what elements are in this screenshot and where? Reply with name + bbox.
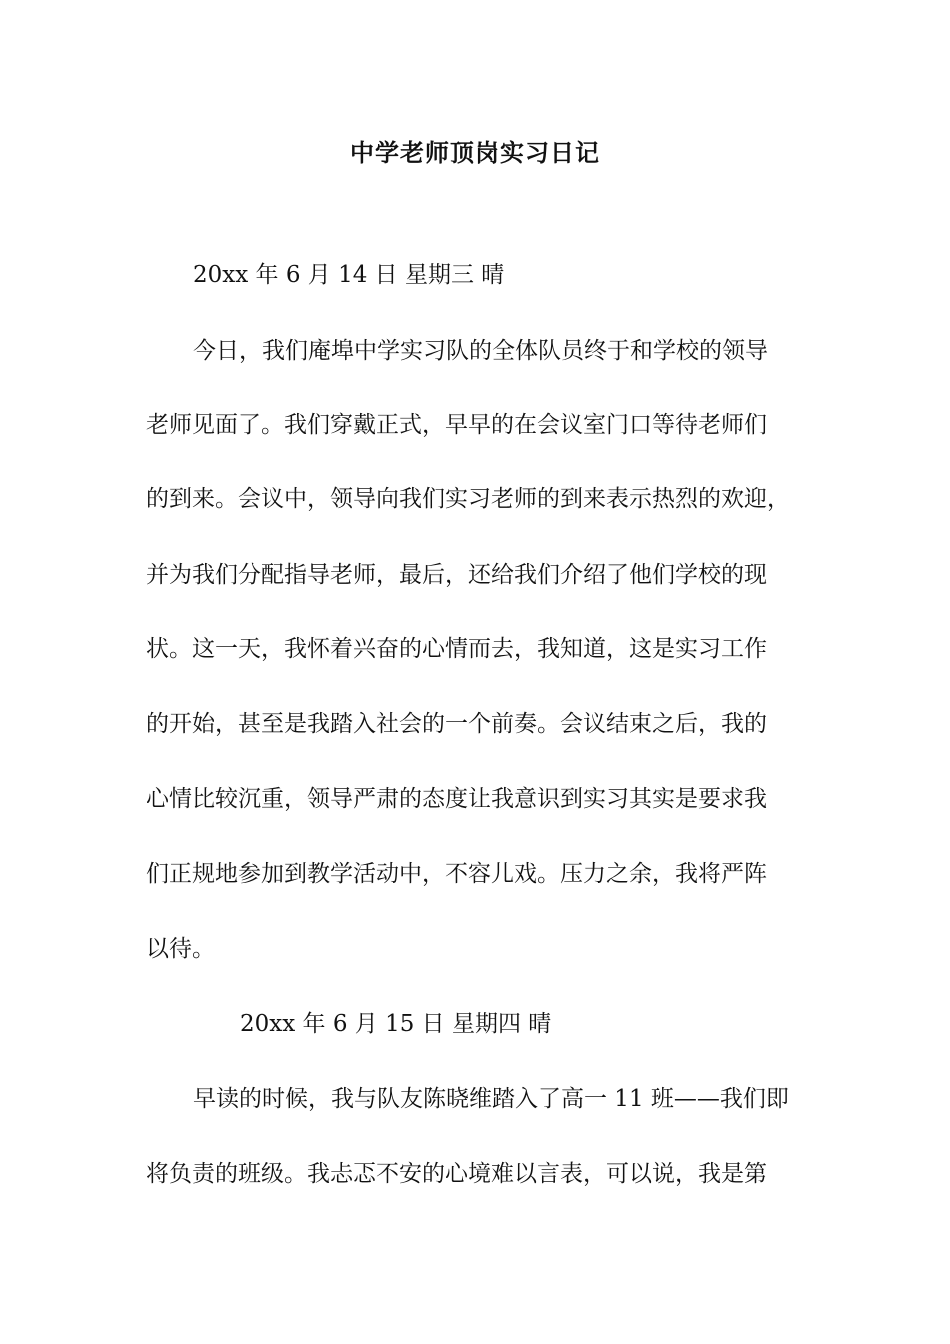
paragraph-line: 的开始，甚至是我踏入社会的一个前奏。会议结束之后，我的 (146, 711, 767, 737)
paragraph-line: 状。这一天，我怀着兴奋的心情而去，我知道，这是实习工作 (146, 636, 767, 662)
paragraph-line: 们正规地参加到教学活动中，不容儿戏。压力之余，我将严阵 (146, 861, 767, 887)
paragraph-line: 将负责的班级。我忐忑不安的心境难以言表，可以说，我是第 (146, 1161, 767, 1187)
paragraph-line: 早读的时候，我与队友陈晓维踏入了高一 11 班——我们即 (193, 1086, 789, 1112)
paragraph-line: 心情比较沉重，领导严肃的态度让我意识到实习其实是要求我 (146, 786, 767, 812)
paragraph-line: 今日，我们庵埠中学实习队的全体队员终于和学校的领导 (193, 338, 768, 364)
entry-date-line: 20xx 年 6 月 14 日 星期三 晴 (193, 262, 505, 288)
paragraph-line: 以待。 (146, 936, 215, 962)
paragraph-line: 老师见面了。我们穿戴正式，早早的在会议室门口等待老师们 (146, 412, 767, 438)
paragraph-line: 的到来。会议中，领导向我们实习老师的到来表示热烈的欢迎， (146, 486, 790, 512)
paragraph-line: 并为我们分配指导老师，最后，还给我们介绍了他们学校的现 (146, 562, 767, 588)
document-title: 中学老师顶岗实习日记 (350, 138, 600, 167)
entry-date-line: 20xx 年 6 月 15 日 星期四 晴 (240, 1011, 552, 1037)
